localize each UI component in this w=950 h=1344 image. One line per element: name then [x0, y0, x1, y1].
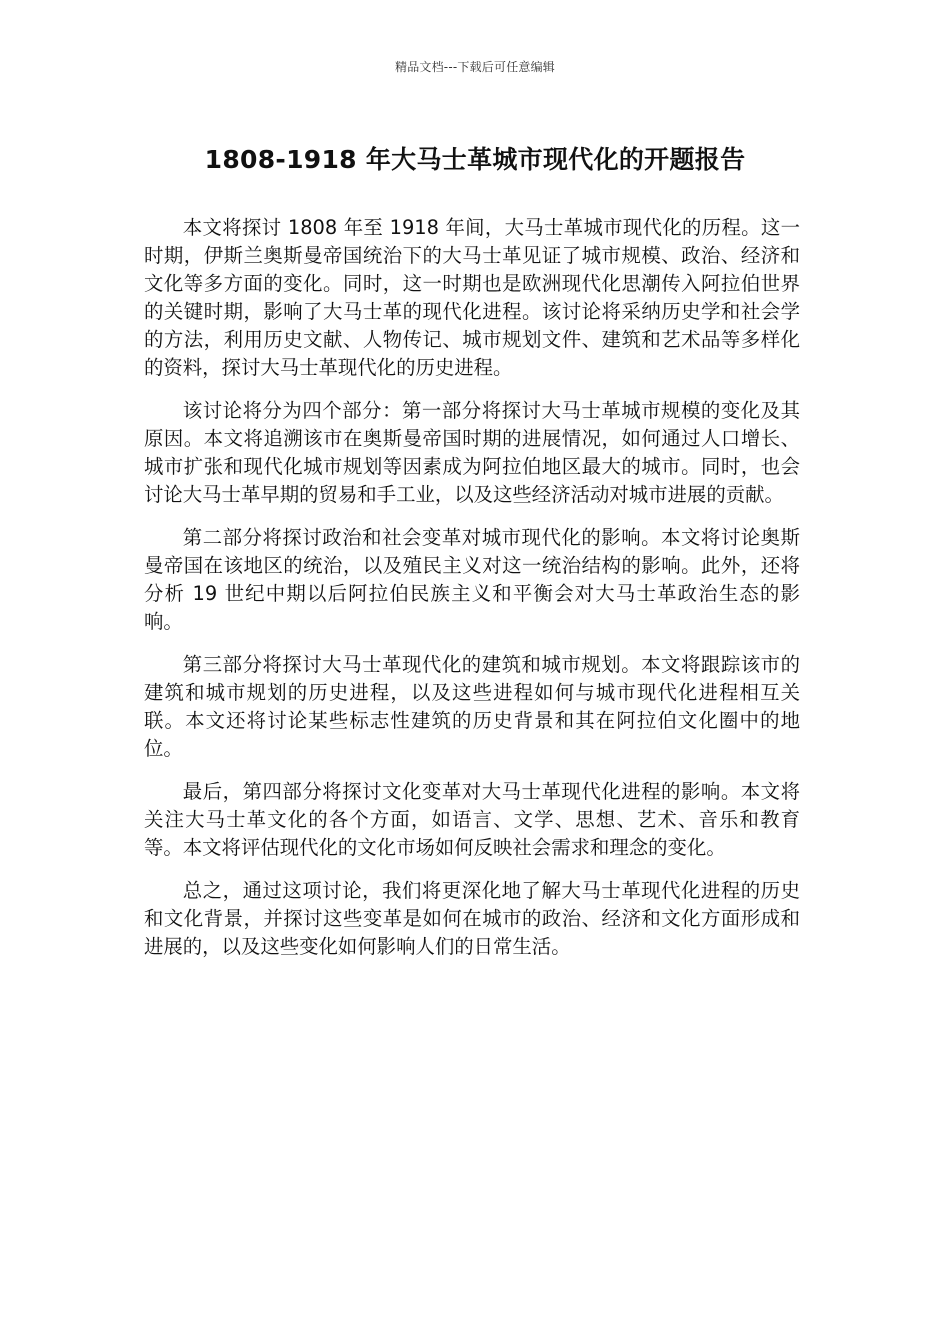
paragraph-part-three: 第三部分将探讨大马士革现代化的建筑和城市规划。本文将跟踪该市的建筑和城市规划的历史进程，以及这些进程如何与城市现代化进程相互关联。本文还将讨论某些标志性建筑的历史背景和其在阿拉伯文化圈中的地位。 [144, 653, 800, 760]
paragraph-part-four: 最后，第四部分将探讨文化变革对大马士革现代化进程的影响。本文将关注大马士革文化的各个方面，如语言、文学、思想、艺术、音乐和教育等。本文将评估现代化的文化市场如何反映社会需求和理念的变化。 [144, 780, 800, 859]
paragraph-part-two: 第二部分将探讨政治和社会变革对城市现代化的影响。本文将讨论奥斯曼帝国在该地区的统治，以及殖民主义对这一统治结构的影响。此外，还将分析 19 世纪中期以后阿拉伯民族主义和平衡会对大马士革政治生态的影响。 [144, 526, 800, 633]
paragraph-conclusion: 总之，通过这项讨论，我们将更深化地了解大马士革现代化进程的历史和文化背景，并探讨这些变革是如何在城市的政治、经济和文化方面形成和进展的，以及这些变化如何影响人们的日常生活。 [144, 879, 800, 958]
paragraph-intro: 本文将探讨 1808 年至 1918 年间，大马士革城市现代化的历程。这一时期，伊斯兰奥斯曼帝国统治下的大马士革见证了城市规模、政治、经济和文化等多方面的变化。同时，这一时期也是欧洲现代化思潮传入阿拉伯世界的关键时期，影响了大马士革的现代化进程。该讨论将采纳历史学和社会学的方法，利用历史文献、人物传记、城市规划文件、建筑和艺术品等多样化的资料，探讨大马士革现代化的历史进程。 [144, 216, 800, 379]
paragraph-part-one: 该讨论将分为四个部分：第一部分将探讨大马士革城市规模的变化及其原因。本文将追溯该市在奥斯曼帝国时期的进展情况，如何通过人口增长、城市扩张和现代化城市规划等因素成为阿拉伯地区最大的城市。同时，也会讨论大马士革早期的贸易和手工业，以及这些经济活动对城市进展的贡献。 [144, 399, 800, 506]
header-note: 精品文档---下载后可任意编辑 [395, 60, 555, 74]
document-title: 1808-1918 年大马士革城市现代化的开题报告 [204, 145, 746, 174]
document-body [144, 214, 800, 976]
